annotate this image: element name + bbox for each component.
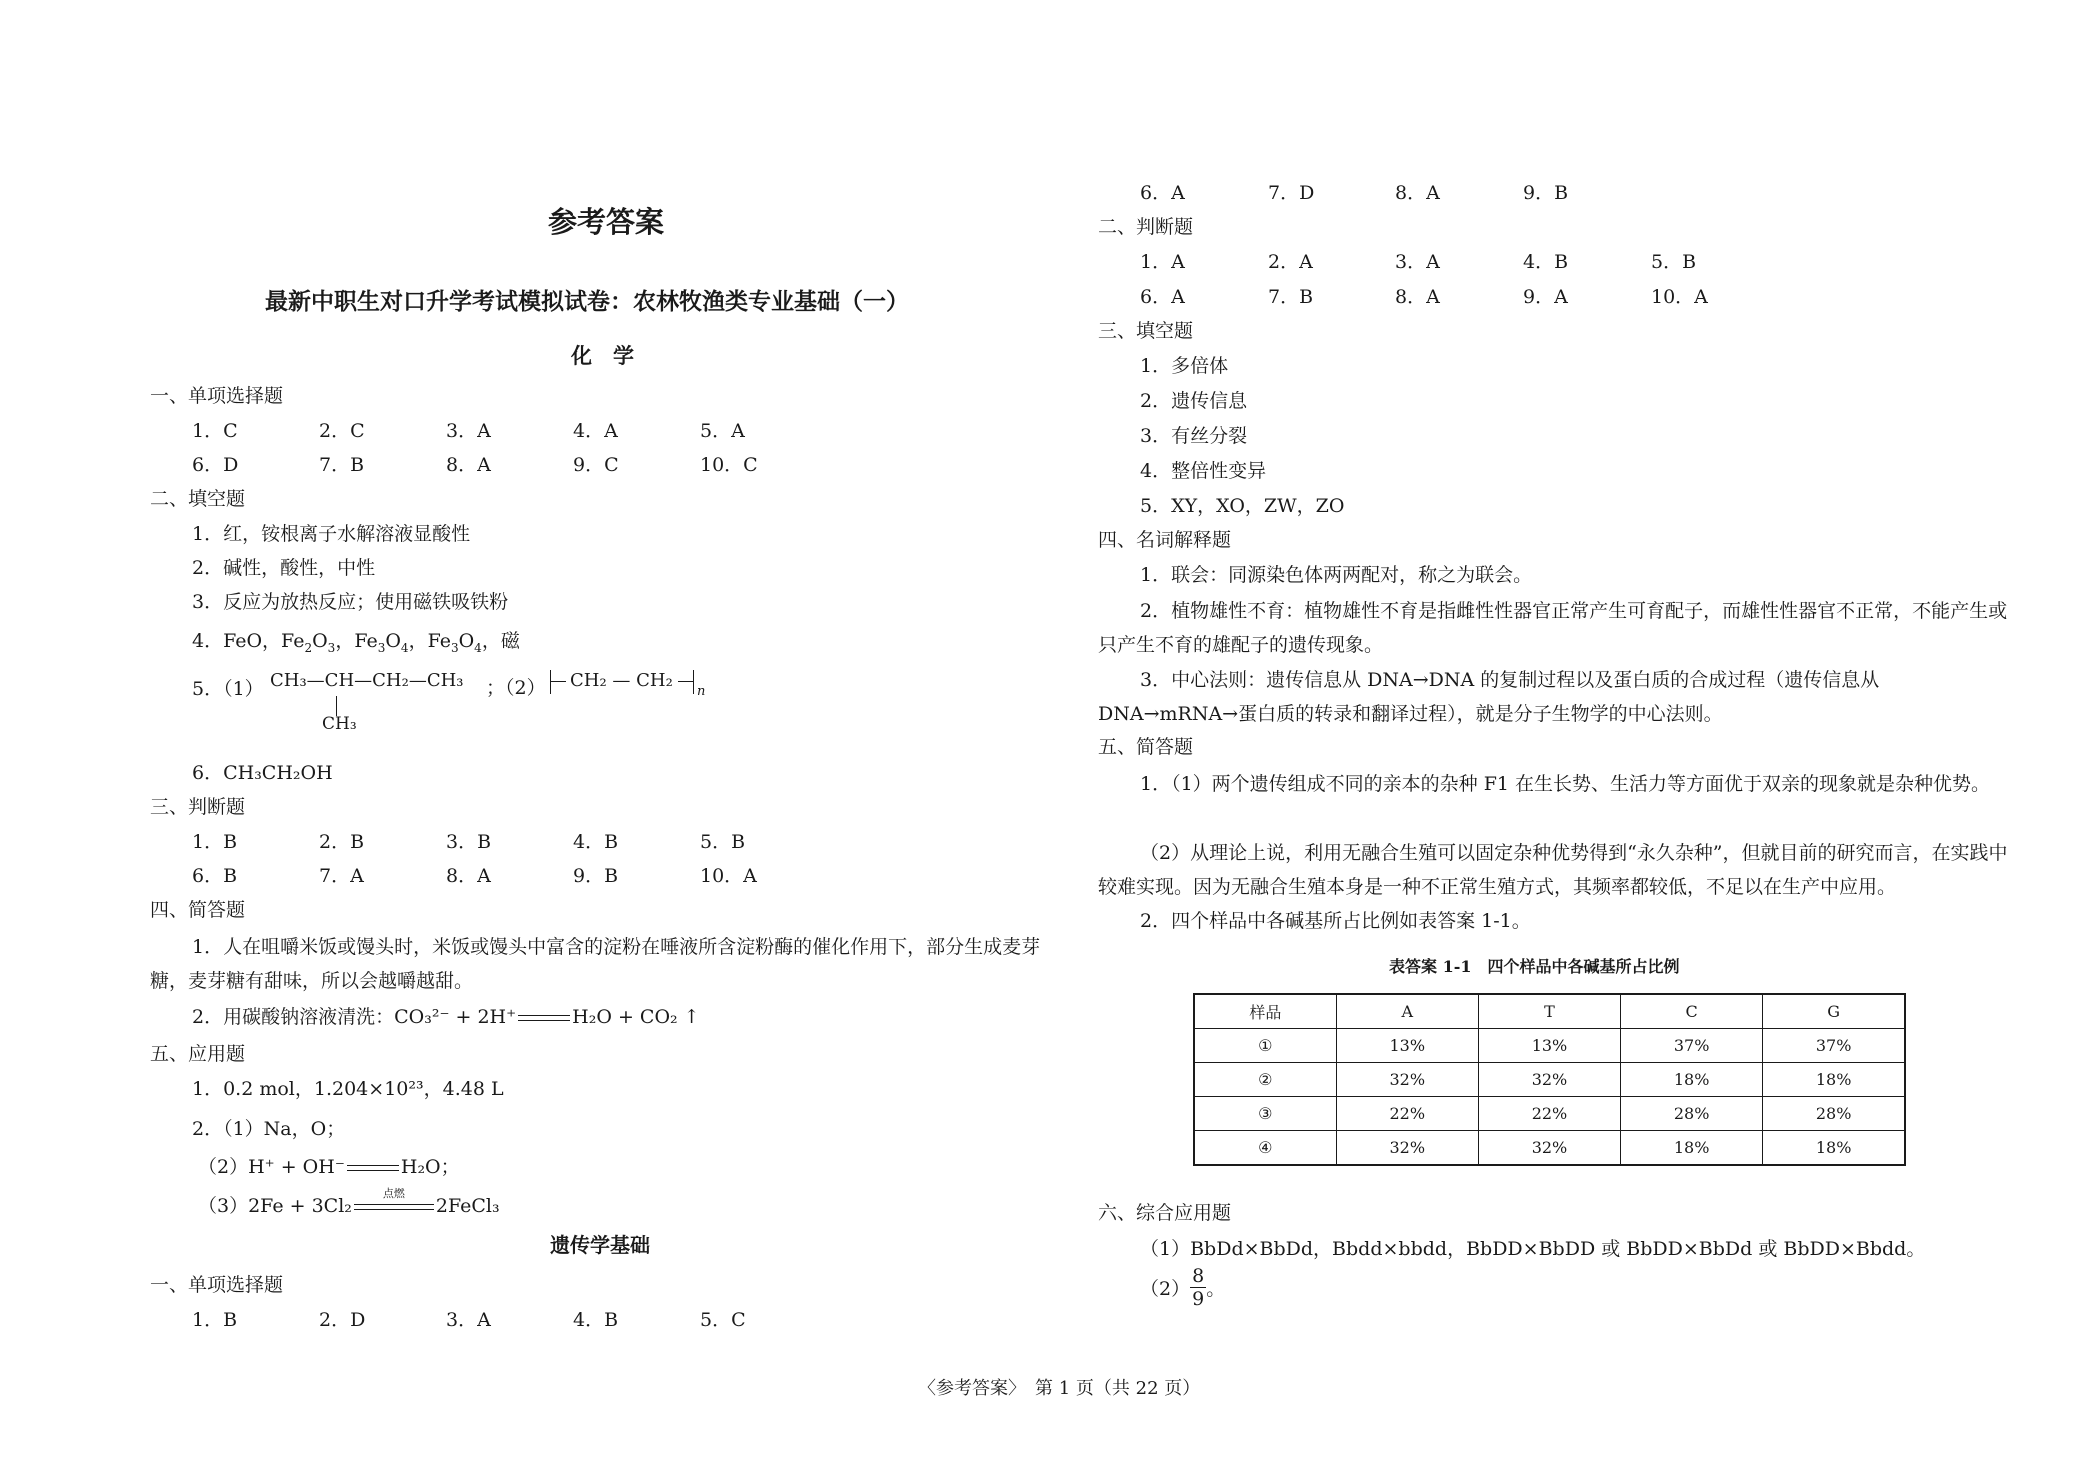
table-cell: 37% — [1621, 1029, 1763, 1063]
answer-item: 10．C — [700, 454, 758, 476]
answer-text: 3．有丝分裂 — [1140, 425, 1248, 447]
table-cell: 22% — [1336, 1097, 1478, 1131]
table-cell: 32% — [1478, 1063, 1620, 1097]
gen-section5-heading: 五、简答题 — [1098, 736, 1194, 758]
table-cell: 32% — [1478, 1131, 1620, 1166]
answer-item: 2．A — [1268, 251, 1313, 273]
answer-item: 5．B — [700, 831, 746, 853]
answer-item: 5．A — [700, 420, 745, 442]
answer-paragraph: （2）从理论上说，利用无融合生殖可以固定杂种优势得到“永久杂种”，但就目前的研究而言，在实践中较难实现。因为无融合生殖本身是一种不正常生殖方式，其频率都较低，不足以在生产中应用。 — [1098, 842, 2008, 898]
table-header-cell: C — [1621, 994, 1763, 1029]
answer-5-label: 5．（1） — [192, 678, 264, 700]
answer-neutralization-eq: （2）H⁺ + OH⁻ H₂O； — [198, 1156, 460, 1178]
answer-item: 1．B — [192, 831, 238, 853]
gen-section1-heading: 一、单项选择题 — [150, 1274, 284, 1296]
answer-item: 2．D — [319, 1309, 366, 1331]
answer-item: 9．C — [573, 454, 619, 476]
answer-item: 4．B — [573, 1309, 619, 1331]
answer-text: 1．红，铵根离子水解溶液显酸性 — [192, 523, 471, 545]
polymer-bracket-left — [550, 670, 567, 694]
answer-item: 1．B — [192, 1309, 238, 1331]
answer-item: 1．C — [192, 420, 238, 442]
answer-item: 5．C — [700, 1309, 746, 1331]
answer-item: 5．B — [1651, 251, 1697, 273]
gen-section4-heading: 四、名词解释题 — [1098, 529, 1232, 551]
table-header-cell: T — [1478, 994, 1620, 1029]
table-cell: 18% — [1763, 1131, 1905, 1166]
table-cell: 18% — [1621, 1131, 1763, 1166]
table-cell: ④ — [1194, 1131, 1336, 1166]
answer-item: 4．A — [573, 420, 618, 442]
base-ratio-table — [1193, 993, 1906, 1166]
chem-section5-heading: 五、应用题 — [150, 1043, 246, 1065]
polymer-bond-left — [550, 681, 566, 682]
branch-bond — [336, 696, 337, 716]
answer-item: 8．A — [1395, 182, 1440, 204]
gen-section6-heading: 六、综合应用题 — [1098, 1202, 1232, 1224]
answer-text: 4．整倍性变异 — [1140, 460, 1267, 482]
answer-iron-chlorine-eq: （3）2Fe + 3Cl₂ 点燃 2FeCl₃ — [198, 1187, 500, 1217]
answer-item: 7．B — [1268, 286, 1314, 308]
answer-text-iron-oxides: 4．FeO，$Fe_2O_3$，$Fe_3O_4$，$Fe_3O_4$，磁 — [192, 630, 520, 655]
answer-text: （1）BbDd×BbDd，Bbdd×bbdd，BbDD×BbDD 或 BbDD×BbDd 或 BbDD×Bbdd。 — [1140, 1238, 1926, 1260]
answer-item: 6．A — [1140, 286, 1185, 308]
page-footer: 〈参考答案〉 第 1 页（共 22 页） — [918, 1378, 1201, 1399]
table-row — [1194, 1131, 1905, 1166]
genetics-heading: 遗传学基础 — [550, 1233, 650, 1257]
answer-text: 2．遗传信息 — [1140, 390, 1248, 412]
answer-text: 3．反应为放热反应；使用磁铁吸铁粉 — [192, 591, 509, 613]
table-header-cell: G — [1763, 994, 1905, 1029]
answer-item: 1．A — [1140, 251, 1185, 273]
answer-text-carbonate: 2．用碳酸钠溶液清洗：CO₃²⁻ + 2H⁺ H₂O + CO₂ ↑ — [192, 1006, 700, 1028]
answer-item: 6．D — [192, 454, 239, 476]
table-cell: 22% — [1478, 1097, 1620, 1131]
answer-text: 1．联会：同源染色体两两配对，称之为联会。 — [1140, 564, 1533, 586]
gen-section3-heading: 三、填空题 — [1098, 320, 1194, 342]
answer-item: 10．A — [700, 865, 757, 887]
table-cell: 28% — [1621, 1097, 1763, 1131]
answer-item: 3．A — [446, 1309, 491, 1331]
polymer-bracket-right — [693, 670, 694, 694]
answer-item: 8．A — [446, 865, 491, 887]
answer-text: 5．XY，XO，ZW，ZO — [1140, 495, 1345, 517]
table-cell: 28% — [1763, 1097, 1905, 1131]
answer-item: 2．C — [319, 420, 365, 442]
answer-item: 7．A — [319, 865, 364, 887]
answer-5-sep: ；（2） — [486, 677, 546, 699]
answer-item: 9．B — [1523, 182, 1569, 204]
page-title: 参考答案 — [548, 205, 665, 239]
table-cell: ① — [1194, 1029, 1336, 1063]
table-cell: ② — [1194, 1063, 1336, 1097]
answer-text: 2．四个样品中各碱基所占比例如表答案 1-1。 — [1140, 910, 1531, 932]
answer-item: 4．B — [1523, 251, 1569, 273]
answer-fraction: （2） $\frac{8}{9}$ 。 — [1140, 1265, 1226, 1310]
answer-item: 3．A — [1395, 251, 1440, 273]
table-cell: 13% — [1478, 1029, 1620, 1063]
answer-item: 6．B — [192, 865, 238, 887]
answer-paragraph: 1．人在咀嚼米饭或馒头时，米饭或馒头中富含的淀粉在唾液所含淀粉酶的催化作用下，部分生成麦芽糖，麦芽糖有甜味，所以会越嚼越甜。 — [150, 936, 1041, 992]
answer-item: 4．B — [573, 831, 619, 853]
answer-item: 6．A — [1140, 182, 1185, 204]
table-cell: 37% — [1763, 1029, 1905, 1063]
table-row — [1194, 1097, 1905, 1131]
fraction: $\frac{8}{9}$ — [1192, 1265, 1205, 1310]
answer-paragraph: 3．中心法则：遗传信息从 DNA→DNA 的复制过程以及蛋白质的合成过程（遗传信息从 DNA→mRNA→蛋白质的转录和翻译过程），就是分子生物学的中心法则。 — [1098, 669, 1880, 725]
methyl-branch: CH₃ — [322, 714, 357, 734]
chem-section4-heading: 四、简答题 — [150, 899, 246, 921]
answer-item: 7．D — [1268, 182, 1315, 204]
table-header-row — [1194, 994, 1905, 1029]
answer-text: 6．CH₃CH₂OH — [192, 762, 333, 784]
answer-text: 1．多倍体 — [1140, 355, 1229, 377]
table-row — [1194, 1063, 1905, 1097]
answer-item: 9．A — [1523, 286, 1568, 308]
table-header-cell: 样品 — [1194, 994, 1336, 1029]
answer-item: 8．A — [1395, 286, 1440, 308]
chem-section1-heading: 一、单项选择题 — [150, 385, 284, 407]
polymer-n: n — [697, 684, 706, 699]
answer-paragraph: 2．植物雄性不育：植物雄性不育是指雌性性器官正常产生可育配子，而雄性性器官不正常，不能产生或只产生不育的雄配子的遗传现象。 — [1098, 600, 2008, 656]
answer-text: 2．（1）Na，O； — [192, 1118, 346, 1140]
answer-paragraph: 1．（1）两个遗传组成不同的亲本的杂种 F1 在生长势、生活力等方面优于双亲的现象就是杂种优势。 — [1140, 773, 1991, 795]
chem-section2-heading: 二、填空题 — [150, 488, 246, 510]
answer-item: 7．B — [319, 454, 365, 476]
chem-section3-heading: 三、判断题 — [150, 796, 246, 818]
table-caption: 表答案 1-1 四个样品中各碱基所占比例 — [1389, 957, 1680, 976]
answer-item: 3．A — [446, 420, 491, 442]
exam-subtitle: 最新中职生对口升学考试模拟试卷：农林牧渔类专业基础（一） — [265, 288, 909, 315]
table-cell: 18% — [1621, 1063, 1763, 1097]
polymer-bond-right — [678, 681, 694, 682]
table-row — [1194, 1029, 1905, 1063]
polyethylene-unit: CH₂ — CH₂ — [570, 670, 673, 691]
answer-text: 1．0.2 mol，1.204×10²³，4.48 L — [192, 1078, 504, 1100]
table-cell: 32% — [1336, 1063, 1478, 1097]
answer-item: 9．B — [573, 865, 619, 887]
table-cell: ③ — [1194, 1097, 1336, 1131]
condition-label: 点燃 — [382, 1187, 405, 1200]
answer-item: 2．B — [319, 831, 365, 853]
table-cell: 18% — [1763, 1063, 1905, 1097]
answer-item: 3．B — [446, 831, 492, 853]
table-header-cell: A — [1336, 994, 1478, 1029]
answer-item: 10．A — [1651, 286, 1708, 308]
gen-section2-heading: 二、判断题 — [1098, 216, 1194, 238]
answer-text: 2．碱性，酸性，中性 — [192, 557, 376, 579]
table-cell: 13% — [1336, 1029, 1478, 1063]
table-cell: 32% — [1336, 1131, 1478, 1166]
chemistry-heading: 化 学 — [571, 343, 634, 368]
isobutane-chain-formula: CH₃—CH—CH₂—CH₃ — [270, 670, 464, 691]
answer-item: 8．A — [446, 454, 491, 476]
